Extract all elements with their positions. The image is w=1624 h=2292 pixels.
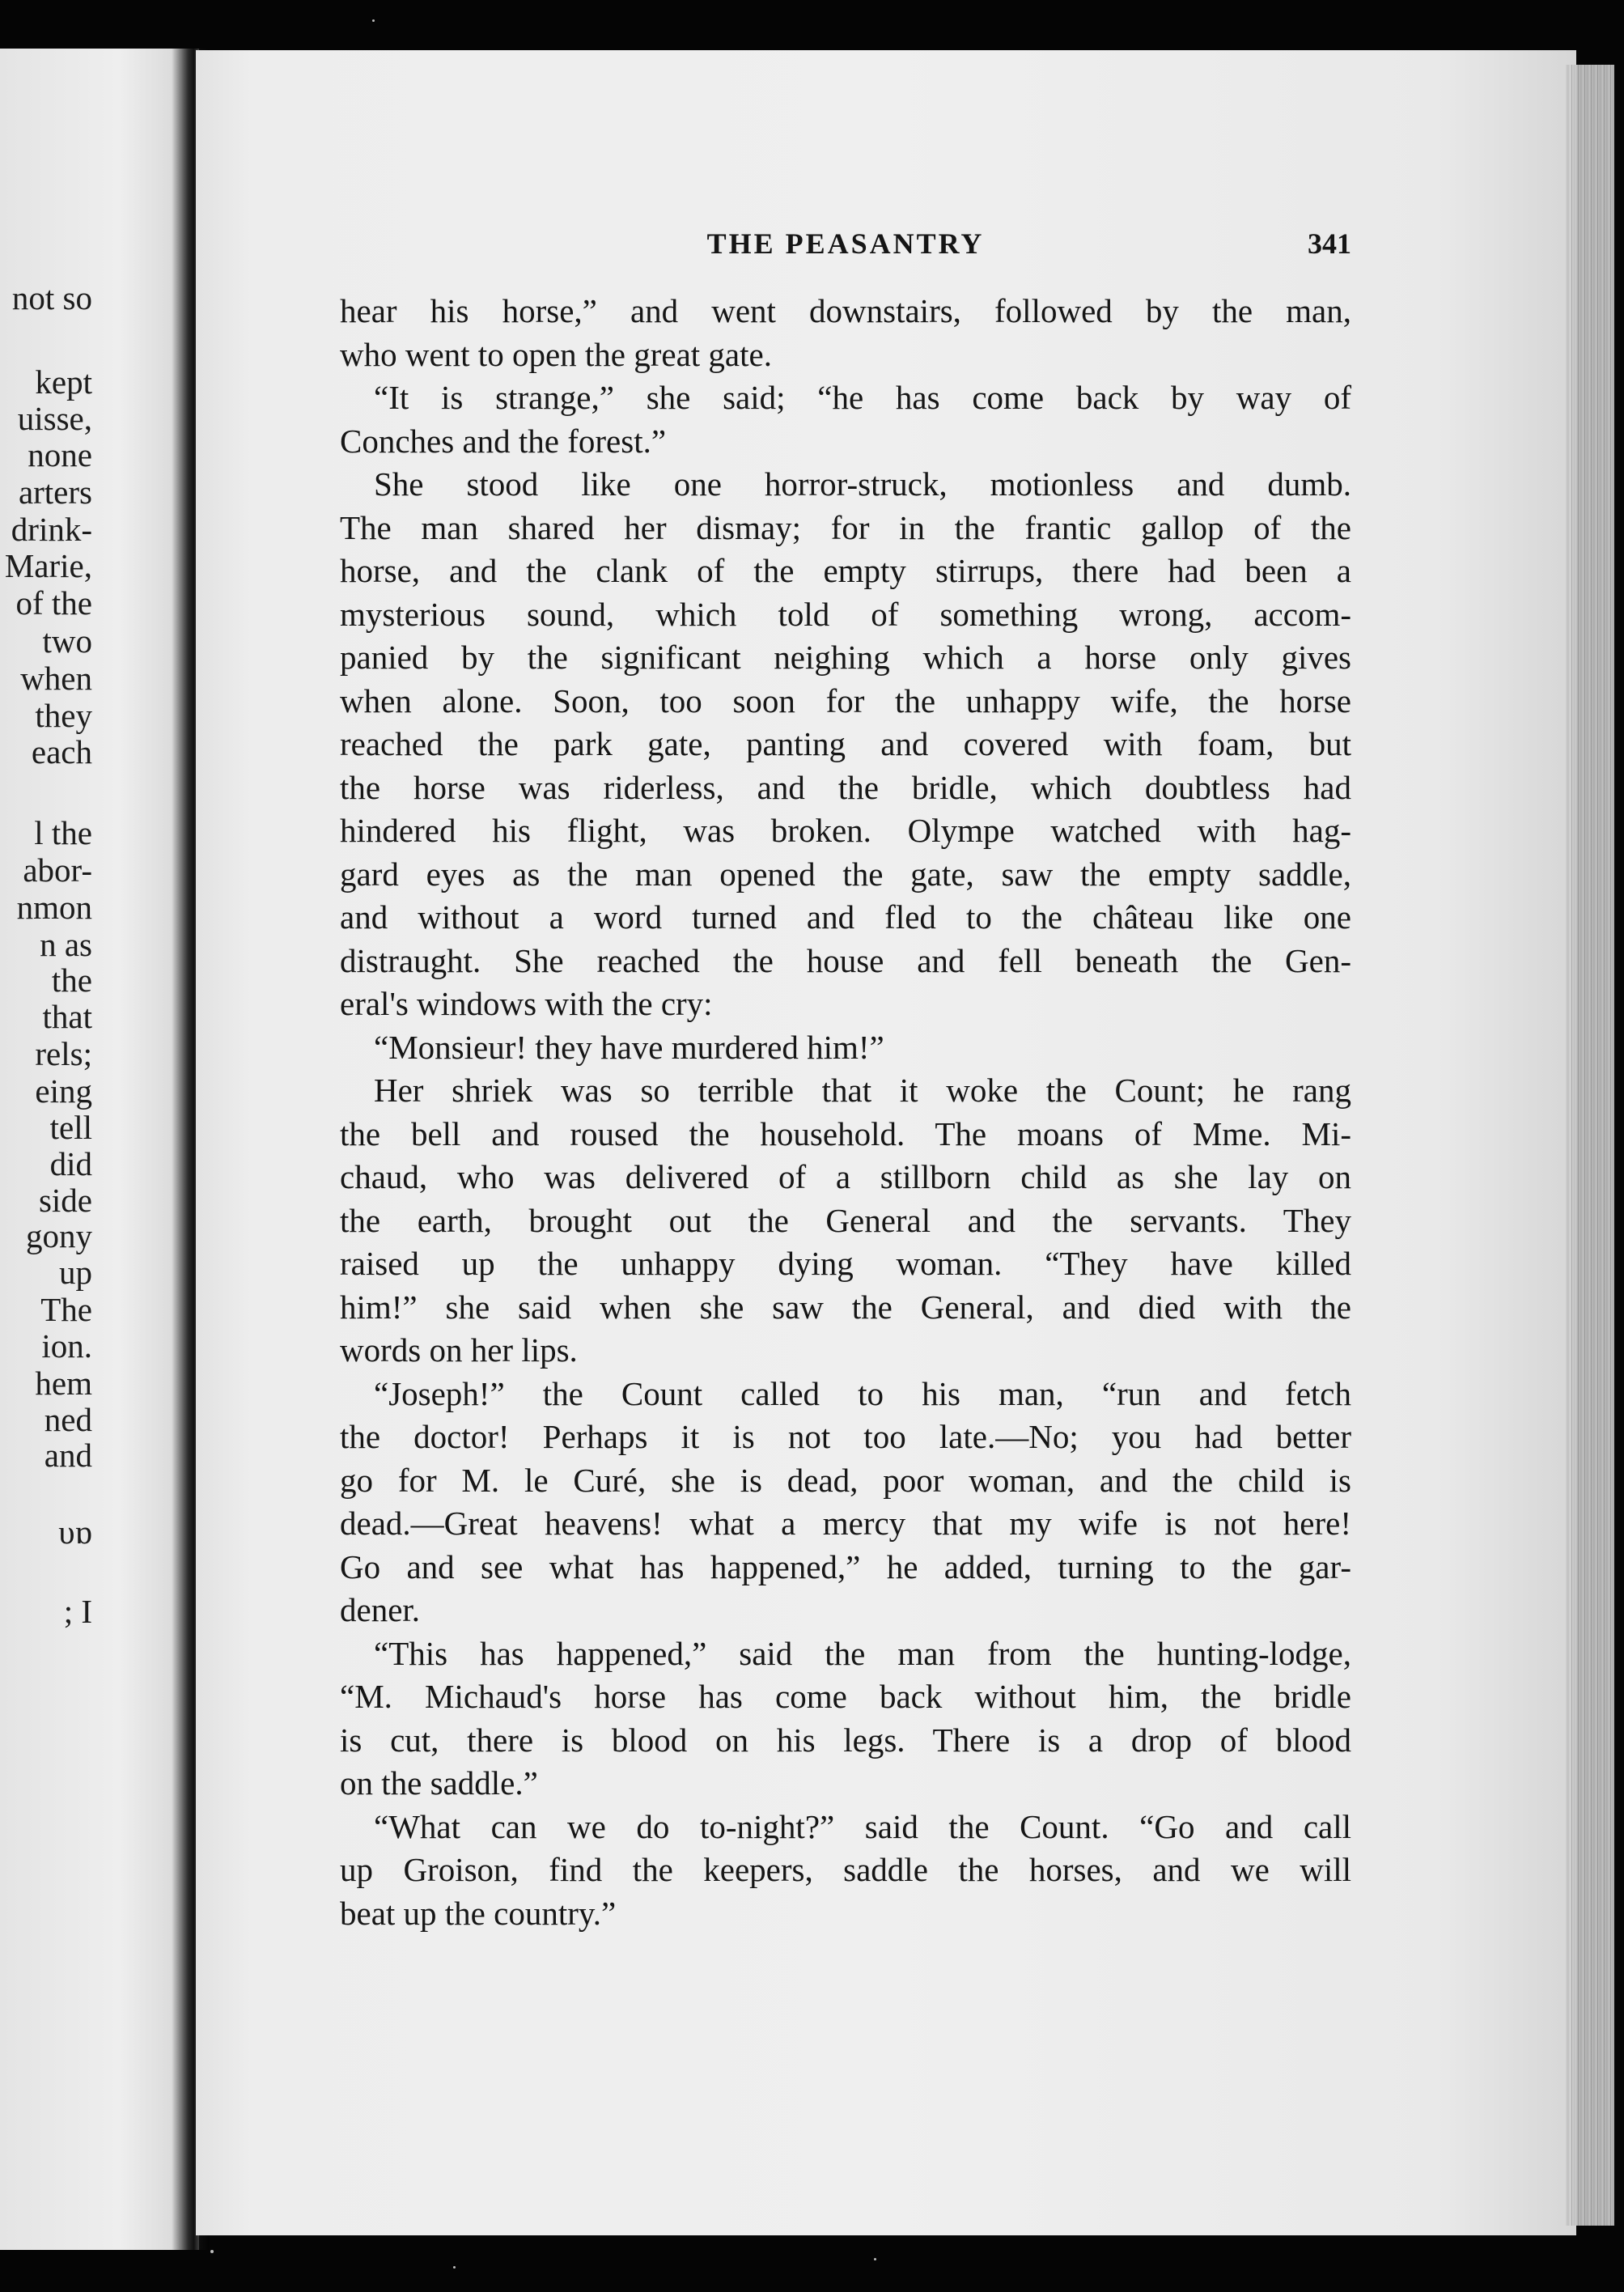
- text-line: horse, and the clank of the empty stirrups, there had been a: [340, 552, 1351, 589]
- previous-page-line: kept: [35, 363, 92, 401]
- text-line: the earth, brought out the General and the servants. They: [340, 1201, 1351, 1239]
- text-line: “Joseph!” the Count called to his man, “run and fetch: [374, 1374, 1351, 1412]
- text-line: the horse was riderless, and the bridle, which doubtless had: [340, 768, 1351, 806]
- previous-page-line: nmon: [16, 889, 92, 926]
- page-number: 341: [1308, 227, 1351, 260]
- previous-page-line: each: [31, 733, 92, 770]
- text-line: “M. Michaud's horse has come back without him, the bridle: [340, 1678, 1351, 1715]
- previous-page-line: when: [20, 660, 92, 697]
- text-line: The man shared her dismay; for in the frantic gallop of the: [340, 508, 1351, 546]
- text-line: the bell and roused the household. The moans of Mme. Mi-: [340, 1114, 1351, 1152]
- text-line: “It is strange,” she said; “he has come back by way of: [374, 379, 1351, 416]
- previous-page-line: l the: [34, 814, 92, 851]
- text-line: Go and see what has happened,” he added, turning to the gar-: [340, 1547, 1351, 1585]
- text-line: dead.—Great heavens! what a mercy that my wife is not here!: [340, 1505, 1351, 1542]
- previous-page-line: eing: [35, 1072, 92, 1110]
- previous-page-line: drink-: [11, 511, 92, 548]
- text-line: “This has happened,” said the man from the hunting-lodge,: [374, 1634, 1351, 1672]
- text-line: is cut, there is blood on his legs. There is a drop of blood: [340, 1721, 1351, 1759]
- text-line: eral's windows with the cry:: [340, 985, 713, 1022]
- previous-page-line: ion.: [41, 1327, 92, 1365]
- text-line: distraught. She reached the house and fell beneath the Gen-: [340, 941, 1351, 979]
- text-line: words on her lips.: [340, 1331, 578, 1369]
- previous-page-line: abor-: [23, 851, 92, 889]
- running-head: THE PEASANTRY: [706, 227, 985, 260]
- text-line: who went to open the great gate.: [340, 335, 772, 373]
- text-line: when alone. Soon, too soon for the unhappy wife, the horse: [340, 681, 1351, 719]
- text-line: dener.: [340, 1591, 421, 1628]
- previous-page-line: uisse,: [17, 400, 92, 437]
- dust-speck: [453, 2266, 456, 2269]
- text-line: him!” she said when she saw the General, and died with the: [340, 1288, 1351, 1326]
- previous-page-line: The: [40, 1291, 92, 1328]
- text-line: “What can we do to-night?” said the Count. “Go and call: [374, 1807, 1351, 1845]
- text-line: She stood like one horror-struck, motionless and dumb.: [374, 465, 1351, 503]
- previous-page-line: υɒ: [58, 1513, 92, 1551]
- dust-speck: [874, 2258, 876, 2260]
- previous-page-line: ; I: [63, 1593, 92, 1630]
- text-line: “Monsieur! they have murdered him!”: [374, 1028, 884, 1066]
- previous-page-line: gony: [26, 1217, 92, 1254]
- previous-page: [0, 49, 199, 2250]
- text-line: reached the park gate, panting and covered with foam, but: [340, 725, 1351, 762]
- previous-page-line: none: [28, 436, 92, 473]
- text-line: chaud, who was delivered of a stillborn child as she lay on: [340, 1158, 1351, 1195]
- page-header: [340, 227, 1351, 275]
- text-line: and without a word turned and fled to the château like one: [340, 898, 1351, 936]
- text-line: Her shriek was so terrible that it woke the Count; he rang: [374, 1072, 1351, 1109]
- previous-page-line: the: [51, 961, 92, 999]
- previous-page-line: side: [38, 1182, 92, 1219]
- previous-page-line: that: [42, 998, 92, 1035]
- text-line: the doctor! Perhaps it is not too late.—No; you had better: [340, 1418, 1351, 1455]
- text-line: on the saddle.”: [340, 1764, 538, 1802]
- text-line: raised up the unhappy dying woman. “They have killed: [340, 1245, 1351, 1282]
- previous-page-line: they: [35, 697, 92, 734]
- previous-page-line: rels;: [35, 1035, 92, 1072]
- previous-page-line: up: [59, 1254, 92, 1291]
- previous-page-line: hem: [35, 1365, 92, 1402]
- body-text: [340, 290, 1351, 1935]
- text-line: hear his horse,” and went downstairs, followed by the man,: [340, 292, 1351, 329]
- dust-speck: [210, 2250, 214, 2253]
- text-line: gard eyes as the man opened the gate, saw the empty saddle,: [340, 855, 1351, 893]
- text-line: beat up the country.”: [340, 1894, 617, 1932]
- previous-page-line: and: [44, 1437, 92, 1474]
- text-line: go for M. le Curé, she is dead, poor woman, and the child is: [340, 1461, 1351, 1499]
- text-line: mysterious sound, which told of something wrong, accom-: [340, 595, 1351, 633]
- previous-page-line: ned: [44, 1401, 92, 1438]
- dust-speck: [372, 19, 375, 22]
- previous-page-line: Marie,: [4, 547, 92, 584]
- previous-page-line: of the: [15, 584, 92, 622]
- text-line: panied by the significant neighing which a horse only gives: [340, 639, 1351, 676]
- previous-page-line: n as: [40, 926, 92, 963]
- previous-page-line: arters: [18, 473, 92, 511]
- text-line: hindered his flight, was broken. Olympe watched with hag-: [340, 812, 1351, 849]
- previous-page-line: not so: [11, 279, 92, 316]
- previous-page-line: two: [42, 622, 92, 660]
- text-line: Conches and the forest.”: [340, 422, 667, 460]
- previous-page-line: tell: [49, 1109, 92, 1146]
- page-edges: [1566, 65, 1614, 2226]
- previous-page-line: did: [49, 1145, 92, 1182]
- text-line: up Groison, find the keepers, saddle the horses, and we will: [340, 1851, 1351, 1888]
